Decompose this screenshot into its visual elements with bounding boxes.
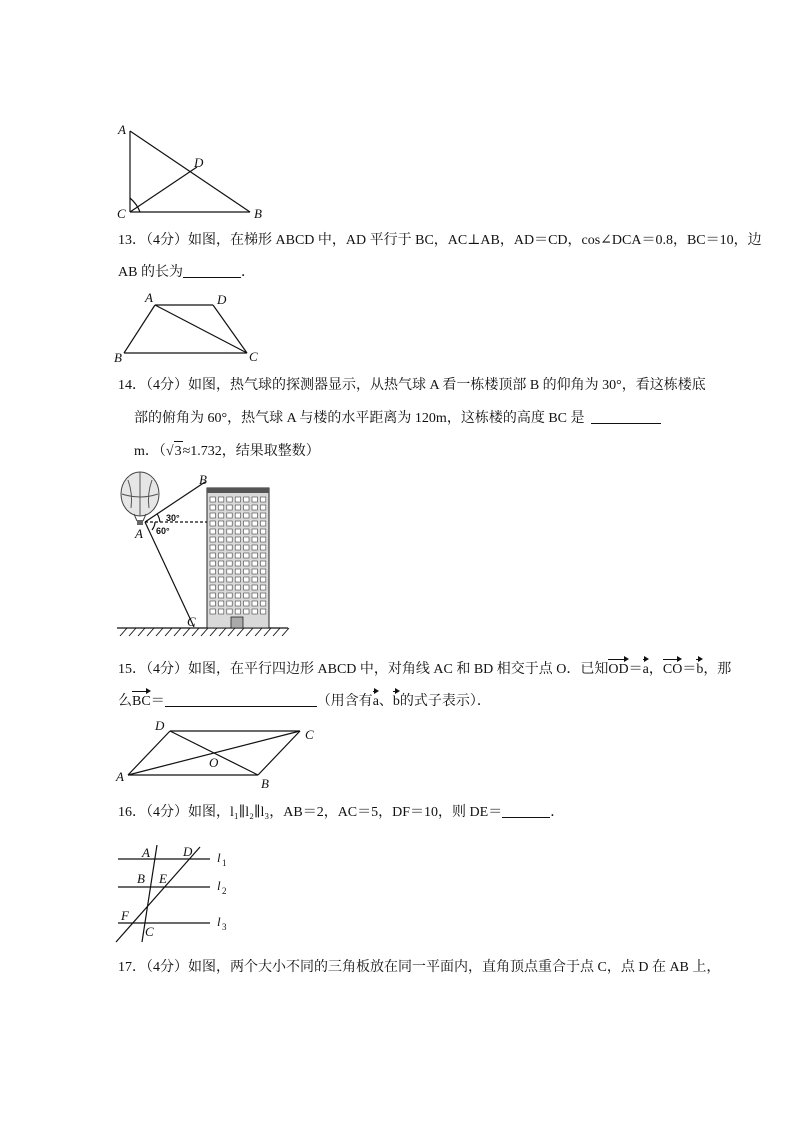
- fig16-label-l1-sub: 1: [222, 858, 227, 868]
- q16-score: （4分）: [146, 805, 188, 820]
- fig16-label-d: D: [183, 844, 193, 859]
- fig16-label-l3: l: [217, 914, 221, 929]
- q14-text-3a: m．（: [134, 444, 166, 459]
- q17-number: 17．: [118, 960, 146, 975]
- q14-text: 如图，热气球的探测器显示，从热气球 A 看一栋楼顶部 B 的仰角为 30°，看这栋楼底: [188, 378, 706, 393]
- fig15-label-a: A: [116, 769, 124, 784]
- fig15-label-d: D: [155, 718, 165, 733]
- fig14-angle-60: 60°: [156, 526, 170, 536]
- fig16-label-l3-sub: 3: [222, 922, 227, 932]
- q15-text-1b: ，那: [703, 662, 732, 677]
- fig14-angle-30: 30°: [166, 513, 180, 523]
- vector-b-2: b: [393, 692, 400, 712]
- q15-eq-2: ＝: [682, 662, 697, 677]
- q15-score: （4分）: [146, 662, 188, 677]
- q14-score: （4分）: [146, 378, 188, 393]
- q13-score: （4分）: [146, 233, 188, 248]
- q14-number: 14．: [118, 378, 146, 393]
- sqrt-sign-icon: √: [165, 444, 174, 459]
- q13-end: ．: [240, 265, 255, 280]
- fig15-label-c: C: [305, 727, 314, 742]
- q15-eq-1: ＝: [628, 662, 643, 677]
- fig16-label-c: C: [145, 924, 154, 939]
- fig13-label-a: A: [145, 290, 153, 305]
- q13-text: 如图，在梯形 ABCD 中，AD 平行于 BC，AC⊥AB，AD＝CD，cos∠DCA＝0.8，BC＝10，边: [188, 233, 762, 248]
- q15-number: 15．: [118, 662, 146, 677]
- fig16-label-l2: l: [217, 878, 221, 893]
- q16-number: 16．: [118, 805, 146, 820]
- fig16-label-f: F: [121, 908, 129, 923]
- q15-eq-3: ＝: [150, 694, 165, 709]
- q16-end: ．: [550, 805, 565, 820]
- vector-b: b: [696, 660, 703, 680]
- fig12-label-b: B: [254, 206, 262, 221]
- vector-od: OD: [608, 660, 628, 680]
- fig16-label-e: E: [159, 871, 167, 886]
- fig14-label-c: C: [187, 614, 196, 629]
- q15-text-2c: 的式子表示）．: [399, 694, 491, 709]
- fig15-label-b: B: [261, 776, 269, 791]
- fig16-label-l2-sub: 2: [222, 886, 227, 896]
- fig16-label-b: B: [137, 871, 145, 886]
- q15-text-2b: （用含有: [316, 694, 373, 709]
- vector-bc: BC: [132, 692, 151, 712]
- fig16-label-l1: l: [217, 850, 221, 865]
- fig13-label-c: C: [249, 349, 258, 364]
- q14-text-3b: ≈1.732，结果取整数）: [182, 444, 320, 459]
- fig16-label-a: A: [142, 845, 150, 860]
- fig12-label-a: A: [118, 122, 126, 137]
- q15-text-1: 如图，在平行四边形 ABCD 中，对角线 AC 和 BD 相交于点 O．已知: [188, 662, 609, 677]
- vector-co: CO: [663, 660, 682, 680]
- q14-sqrt-radicand: 3: [174, 441, 183, 462]
- q17-text: 如图，两个大小不同的三角板放在同一平面内，直角顶点重合于点 C，点 D 在 AB 上，: [188, 960, 721, 975]
- vector-a: a: [643, 660, 649, 680]
- vector-a-2: a: [373, 692, 379, 712]
- q16-text: 如图，l₁∥l₂∥l₃，AB＝2，AC＝5，DF＝10，则 DE＝: [188, 805, 503, 820]
- q13-text-2: AB 的长为: [118, 265, 183, 280]
- fig12-label-c: C: [117, 206, 126, 221]
- q15-sep: ，: [648, 662, 663, 677]
- fig14-label-a: A: [135, 526, 143, 541]
- q15-text-2a: 么: [118, 694, 132, 709]
- fig14-label-b: B: [199, 472, 207, 487]
- fig13-label-b: B: [114, 350, 122, 365]
- q17-score: （4分）: [146, 960, 188, 975]
- q13-number: 13．: [118, 233, 146, 248]
- q14-text-2: 部的俯角为 60°，热气球 A 与楼的水平距离为 120m，这栋楼的高度 BC 是: [134, 411, 585, 426]
- fig15-label-o: O: [209, 755, 219, 770]
- fig13-label-d: D: [217, 292, 227, 307]
- q15-dun: 、: [378, 694, 393, 709]
- q17-line1: [118, 958, 720, 978]
- fig12-label-d: D: [194, 155, 204, 170]
